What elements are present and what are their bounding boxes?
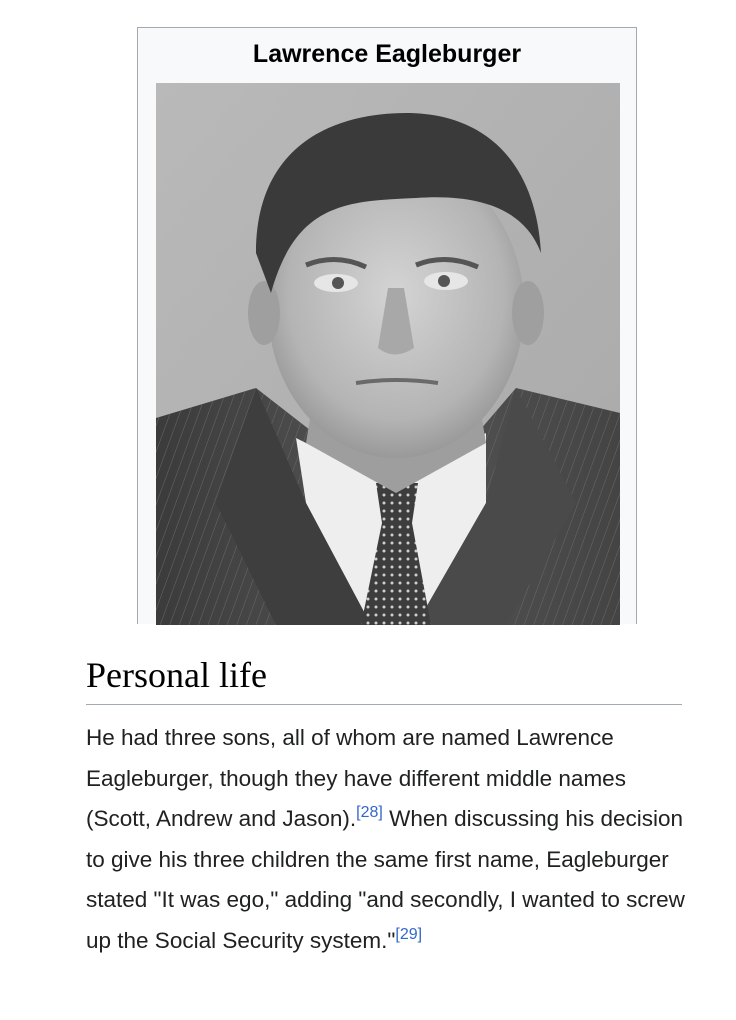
citation-link-29[interactable]: [29] xyxy=(395,925,423,943)
infobox-title: Lawrence Eagleburger xyxy=(252,40,522,68)
section-heading: Personal life xyxy=(86,655,682,705)
portrait-photo[interactable] xyxy=(156,83,620,625)
section-paragraph xyxy=(86,718,686,961)
paragraph-text-1: He had three sons, all of whom are named Lawrence Eagleburger, though they have different middle names (Scott, Andrew and Jason). xyxy=(86,725,626,831)
citation-link-28[interactable]: [28] xyxy=(356,804,383,821)
paragraph-text-2: When discussing his decision to give his three children the same first name, Eagleburger stated "It was ego," adding "and secondly, I wanted to screw up the Social Security system." xyxy=(86,806,685,953)
infobox xyxy=(137,27,637,624)
